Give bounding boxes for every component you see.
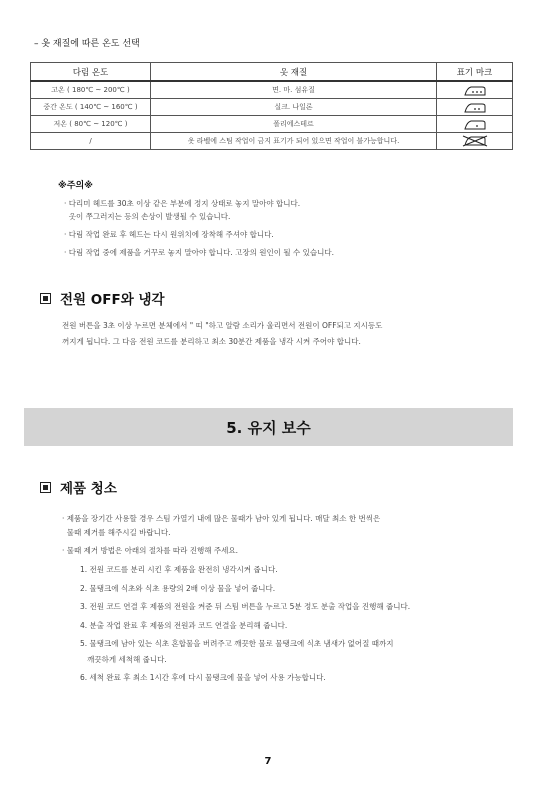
temp-cell: / [31, 133, 151, 150]
temp-cell: 저온 ( 80℃ ~ 120℃ ) [31, 116, 151, 133]
table-row [31, 116, 513, 133]
list-item: · 다림 작업 완료 후 헤드는 다시 원위치에 장착해 주셔야 합니다. [64, 230, 274, 239]
temperature-table [30, 62, 513, 150]
mark-cell [437, 116, 513, 133]
power-section-heading [40, 288, 165, 308]
list-item: · 다리미 헤드를 30초 이상 같은 부분에 정지 상태로 놓지 말아야 합니다. [64, 199, 301, 208]
square-bullet-icon [40, 482, 51, 493]
fabric-cell: 폴리에스테르 [151, 116, 437, 133]
table-row [31, 99, 513, 116]
temp-cell: 중간 온도 ( 140℃ ~ 160℃ ) [31, 99, 151, 116]
paragraph-line: 꺼지게 됩니다. 그 다음 전원 코드를 분리하고 최소 30분간 제품을 냉각 시켜 주어야 합니다. [62, 337, 361, 346]
fabric-cell: 옷 라벨에 스팀 작업이 금지 표기가 되어 있으면 작업이 불가능합니다. [151, 133, 437, 150]
list-item: · 물때 제거 방법은 아래의 절차를 따라 진행해 주세요. [62, 546, 238, 555]
iron-2-dots-icon [463, 102, 487, 113]
iron-1-dot-icon [463, 119, 487, 130]
header-temperature: 다림 온도 [31, 63, 151, 82]
step-item: 깨끗하게 세척해 줍니다. [80, 654, 167, 664]
step-item: 5. 물탱크에 남아 있는 식초 혼합물을 버려주고 깨끗한 물로 물탱크에 식초 냄새가 없어질 때까지 [80, 639, 394, 648]
step-item: 1. 전원 코드를 분리 시킨 후 제품을 완전히 냉각시켜 줍니다. [80, 565, 278, 574]
fabric-cell: 실크. 나일론 [151, 99, 437, 116]
iron-3-dots-icon [463, 85, 487, 96]
table-row [31, 133, 513, 150]
step-item: 6. 세척 완료 후 최소 1시간 후에 다시 물탱크에 물을 넣어 사용 가능합니다. [80, 673, 326, 682]
step-item: 2. 물탱크에 식초와 식초 용량의 2배 이상 물을 넣어 줍니다. [80, 583, 276, 593]
square-bullet-icon [40, 293, 51, 304]
fabric-cell: 면. 마. 섬유질 [151, 81, 437, 99]
header-mark: 표기 마크 [437, 63, 513, 82]
cleaning-intro [62, 512, 380, 558]
header-fabric: 옷 재질 [151, 63, 437, 82]
caution-list [64, 197, 334, 259]
caution-title: ※주의※ [58, 181, 93, 191]
section-banner: 5. 유지 보수 [24, 408, 513, 446]
mark-cell [437, 81, 513, 99]
iron-crossed-icon [462, 135, 488, 147]
cleaning-steps [80, 562, 410, 686]
cleaning-heading-text: 제품 청소 [60, 481, 117, 497]
mark-cell [437, 99, 513, 116]
page-number: 7 [264, 756, 272, 767]
temp-cell: 고온 ( 180℃ ~ 200℃ ) [31, 81, 151, 99]
table-row [31, 81, 513, 99]
power-heading-text: 전원 OFF와 냉각 [60, 292, 165, 308]
step-item: 4. 분출 작업 완료 후 제품의 전원과 코드 연결을 분리해 줍니다. [80, 620, 288, 630]
power-paragraph [62, 318, 382, 350]
mark-cell [437, 133, 513, 150]
list-item: 옷이 쭈그러지는 등의 손상이 발생될 수 있습니다. [64, 212, 231, 221]
list-item: · 제품을 장기간 사용할 경우 스팀 가열기 내에 많은 물때가 남아 있게 됩니다. 매달 최소 한 번씩은 [62, 514, 381, 523]
step-item: 3. 전원 코드 연결 후 제품의 전원을 켜준 뒤 스팀 버튼을 누르고 5분 정도 분출 작업을 진행해 줍니다. [80, 602, 411, 611]
list-item: 물때 제거를 해주시길 바랍니다. [62, 528, 171, 537]
cleaning-section-heading [40, 477, 117, 497]
paragraph-line: 전원 버튼을 3초 이상 누르면 분체에서 " 띠 "하고 알람 소리가 울리면서 전원이 OFF되고 지시등도 [62, 321, 383, 330]
list-item: · 다림 작업 중에 제품을 거꾸로 놓지 말아야 합니다. 고장의 원인이 될 수 있습니다. [64, 248, 334, 257]
temperature-subtitle: – 옷 재질에 따른 온도 선택 [34, 39, 140, 49]
